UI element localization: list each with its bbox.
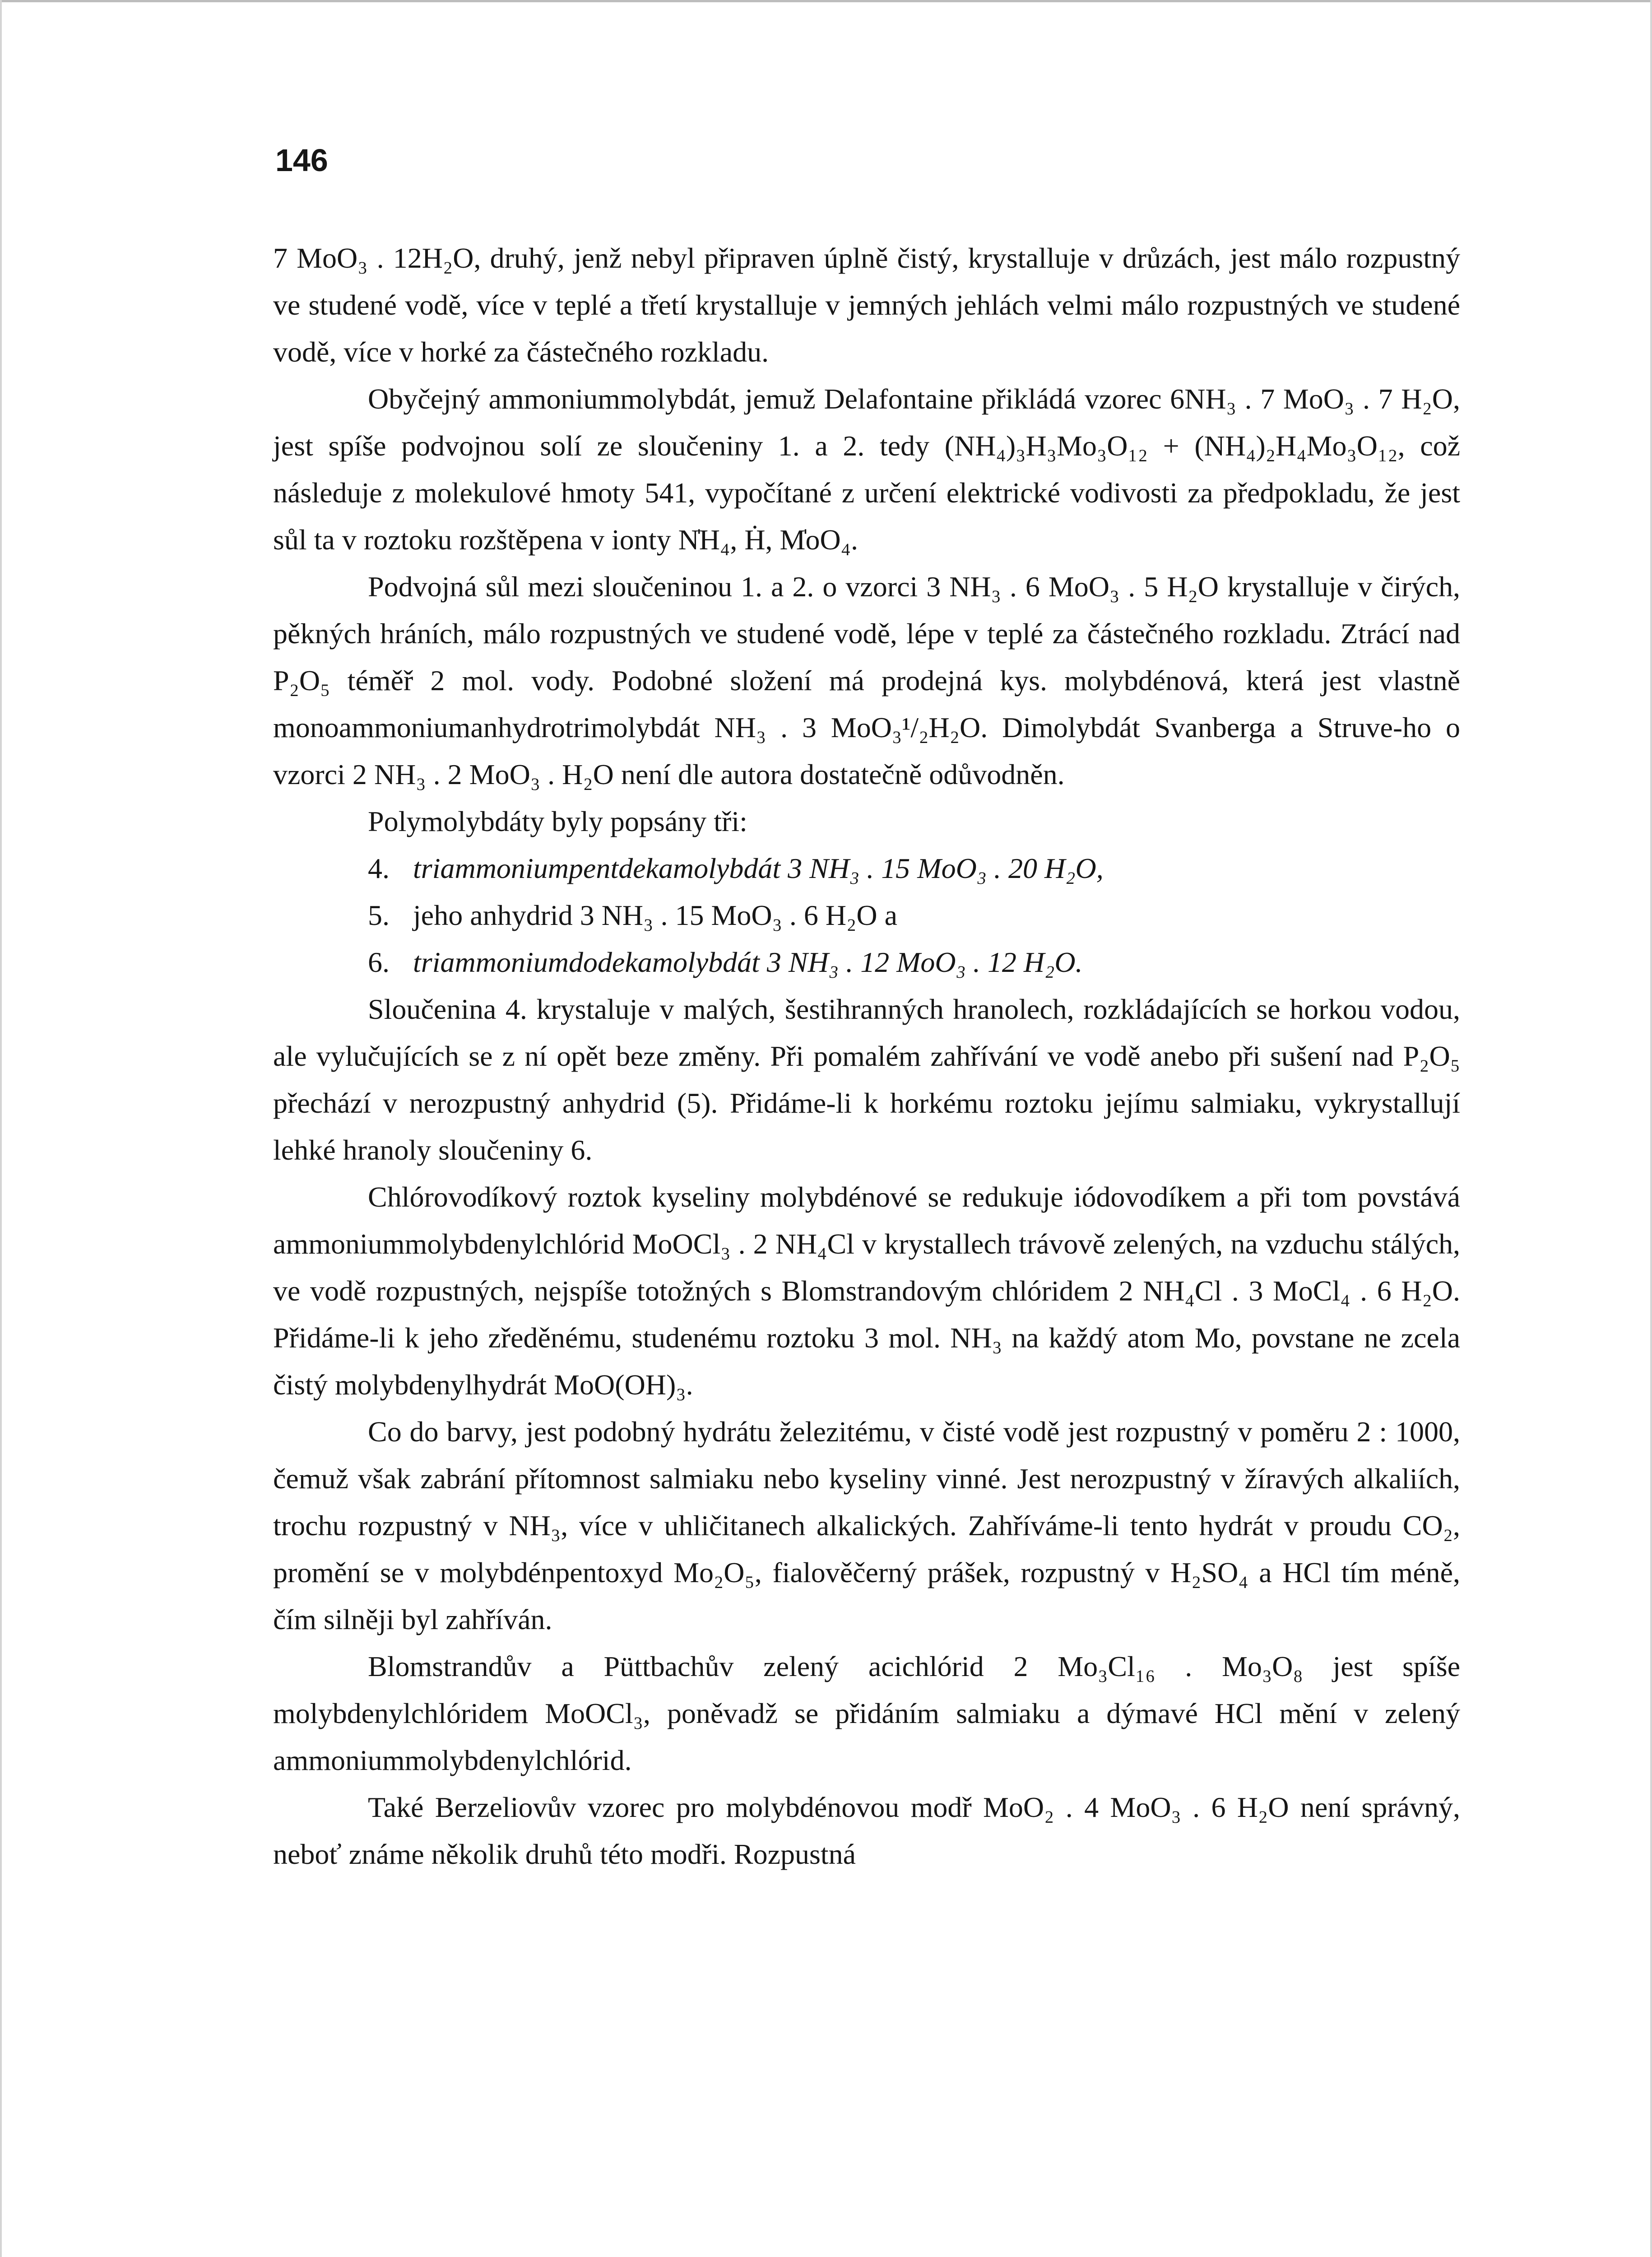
paragraph: Podvojná sůl mezi sloučeninou 1. a 2. o vzorci 3 NH₃ . 6 MoO₃ . 5 H₂O krystalluje v čirých, pěkných hráních, málo rozpustných ve studené vodě, lépe v teplé za částečného rozkladu. Ztrácí nad P₂O₅ téměř 2 mol. vody. Podobné složení má prodejná kys. molybdénová, která jest vlastně monoammoniumanhydrotrimolybdát NH₃ . 3 MoO₃¹/₂H₂O. Dimolybdát Svanberga a Struve-ho o vzorci 2 NH₃ . 2 MoO₃ . H₂O není dle autora dostatečně odůvodněn.: [273, 571, 1460, 790]
paragraph: Chlórovodíkový roztok kyseliny molybdénové se redukuje iódovodíkem a při tom povstává ammoniummolybdenylchlórid MoOCl₃ . 2 NH₄Cl v krystallech trávově zelených, na vzduchu stálých, ve vodě rozpustných, nejspíše totožných s Blomstrandovým chlóridem 2 NH₄Cl . 3 MoCl₄ . 6 H₂O. Přidáme-li k jeho zředěnému, studenému roztoku 3 mol. NH₃ na každý atom Mo, povstane ne zcela čistý molybdenylhydrát MoO(OH)₃.: [273, 1181, 1460, 1401]
paragraph: Polymolybdáty byly popsány tři:: [368, 805, 747, 837]
paragraph: Sloučenina 4. krystaluje v malých, šestihranných hranolech, rozkládajících se horkou vodou, ale vylučujících se z ní opět beze změny. Při pomalém zahřívání ve vodě anebo při sušení nad P₂O₅ přechází v nerozpustný anhydrid (5). Přidáme-li k horkému roztoku jejímu salmiaku, vykrystallují lehké hranoly sloučeniny 6.: [273, 993, 1460, 1166]
list-number: 4.: [368, 852, 390, 884]
page-number: 146: [275, 143, 328, 178]
list-number: 5.: [368, 899, 390, 931]
list-number: 6.: [368, 946, 390, 978]
list-item: [273, 939, 1460, 986]
list-item: [273, 892, 1460, 939]
paragraph: Také Berzeliovův vzorec pro molybdénovou modř MoO₂ . 4 MoO₃ . 6 H₂O není správný, neboť známe několik druhů této modři. Rozpustná: [273, 1791, 1460, 1870]
body-text: [273, 235, 1460, 1878]
paragraph: Co do barvy, jest podobný hydrátu železitému, v čisté vodě jest rozpustný v poměru 2 : 1000, čemuž však zabrání přítomnost salmiaku nebo kyseliny vinné. Jest nerozpustný v žíravých alkaliích, trochu rozpustný v NH₃, více v uhličitanech alkalických. Zahříváme-li tento hydrát v proudu CO₂, promění se v molybdénpentoxyd Mo₂O₅, fialověčerný prášek, rozpustný v H₂SO₄ a HCl tím méně, čím silněji byl zahříván.: [273, 1416, 1460, 1635]
paragraph: Obyčejný ammoniummolybdát, jemuž Delafontaine přikládá vzorec 6NH₃ . 7 MoO₃ . 7 H₂O, jest spíše podvojnou solí ze sloučeniny 1. a 2. tedy (NH₄)₃H₃Mo₃O₁₂ + (NH₄)₂H₄Mo₃O₁₂, což následuje z molekulové hmoty 541, vypočítané z určení elektrické vodivosti za předpokladu, že jest sůl ta v roztoku rozštěpena v ionty N̍H₄, Ḣ, M̍oO₄.: [273, 383, 1460, 556]
list-text: triammoniumdodekamolybdát 3 NH₃ . 12 MoO₃ . 12 H₂O.: [413, 946, 1083, 978]
list-text: jeho anhydrid 3 NH₃ . 15 MoO₃ . 6 H₂O a: [413, 899, 898, 931]
scan-border-left: [0, 0, 2, 2257]
list-text: triammoniumpentdekamolybdát 3 NH₃ . 15 MoO₃ . 20 H₂O,: [413, 852, 1104, 884]
paragraph: Blomstrandův a Püttbachův zelený acichlórid 2 Mo₃Cl₁₆ . Mo₃O₈ jest spíše molybdenylchlóridem MoOCl₃, poněvadž se přidáním salmiaku a dýmavé HCl mění v zelený ammoniummolybdenylchlórid.: [273, 1650, 1460, 1776]
list-item: [273, 845, 1460, 892]
paragraph: 7 MoO₃ . 12H₂O, druhý, jenž nebyl připraven úplně čistý, krystalluje v drůzách, jest málo rozpustný ve studené vodě, více v teplé a třetí krystalluje v jemných jehlách velmi málo rozpustných ve studené vodě, více v horké za částečného rozkladu.: [273, 242, 1460, 368]
scan-border-top: [0, 0, 1652, 2]
scan-border-right: [1650, 0, 1652, 2257]
